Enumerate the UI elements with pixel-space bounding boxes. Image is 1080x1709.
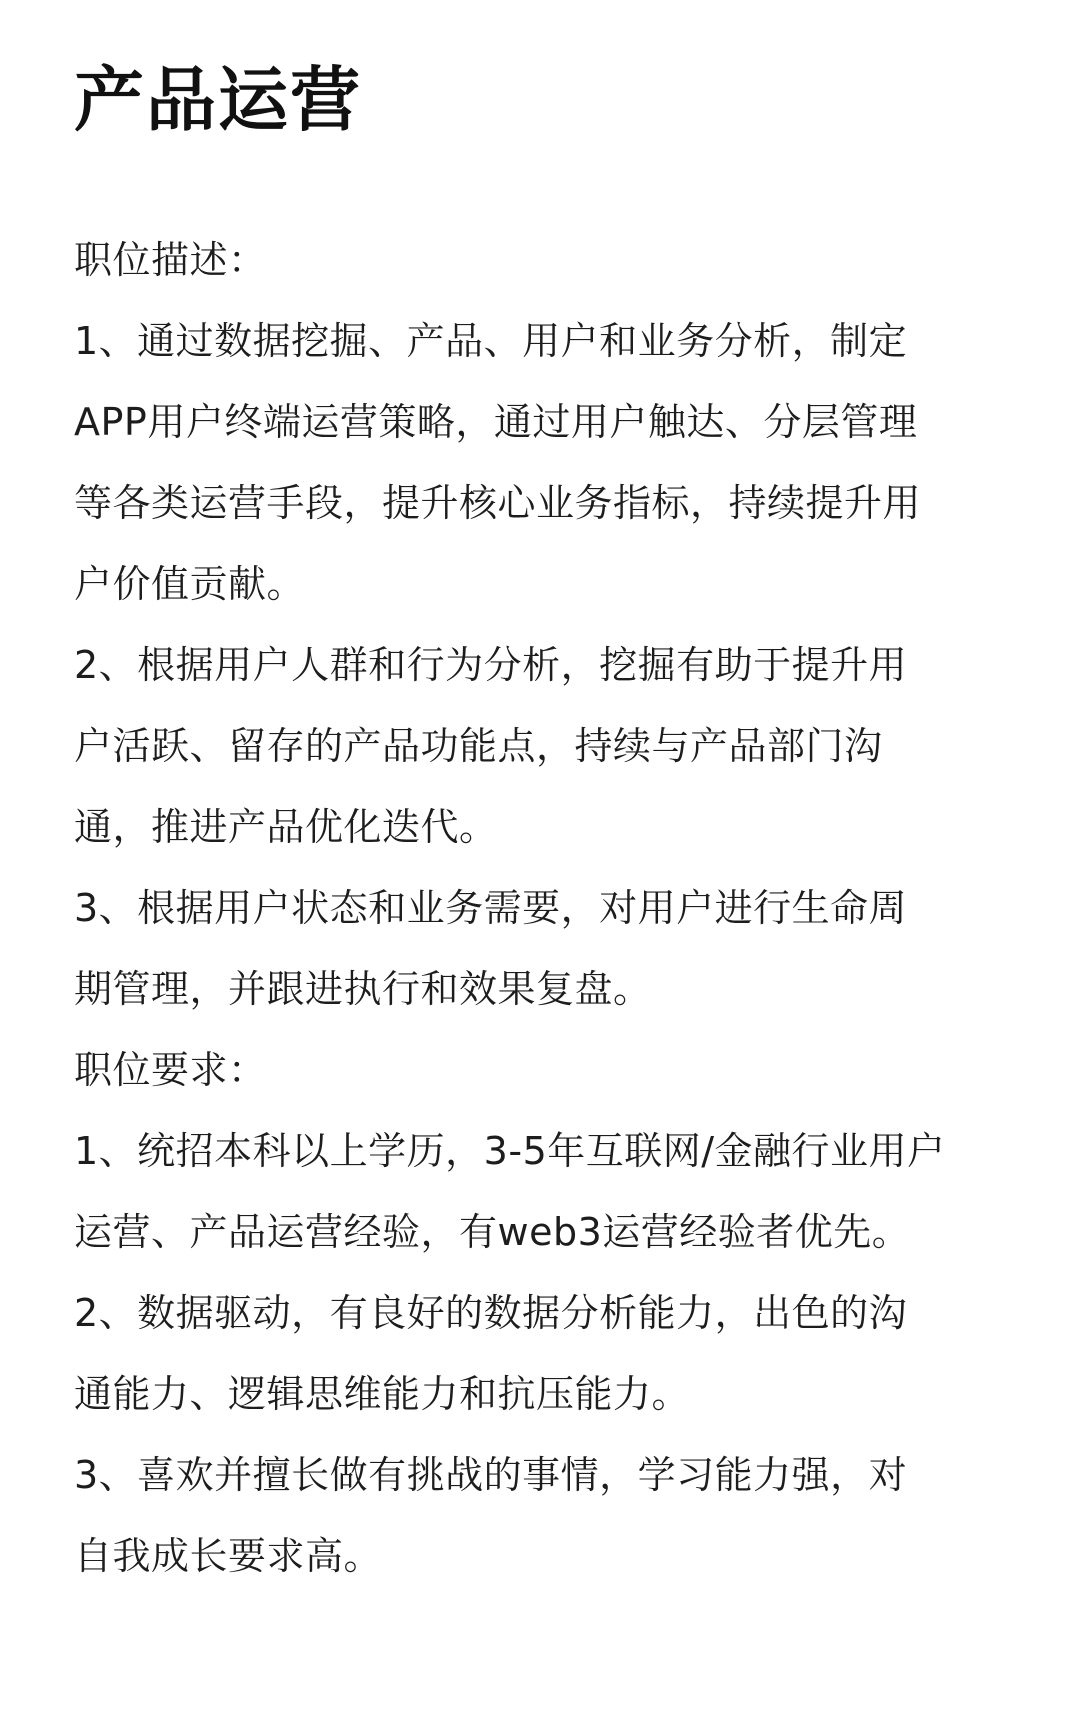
description-line: 1、通过数据挖掘、产品、用户和业务分析，制定 [74,319,908,363]
requirement-line: 3、喜欢并擅长做有挑战的事情，学习能力强，对 [74,1453,908,1497]
job-title: 产品运营 [74,59,362,141]
description-line: 户活跃、留存的产品功能点，持续与产品部门沟 [74,724,883,768]
description-line: 期管理，并跟进执行和效果复盘。 [74,967,652,1011]
description-line: 户价值贡献。 [74,562,306,606]
description-line: APP用户终端运营策略，通过用户触达、分层管理 [74,400,918,444]
requirement-line: 1、统招本科以上学历，3-5年互联网/金融行业用户 [74,1129,946,1173]
description-line: 2、根据用户人群和行为分析，挖掘有助于提升用 [74,643,908,687]
requirements-heading: 职位要求： [74,1048,267,1092]
requirement-line: 通能力、逻辑思维能力和抗压能力。 [74,1372,691,1416]
requirement-line: 运营、产品运营经验，有web3运营经验者优先。 [74,1210,911,1254]
requirement-line: 2、数据驱动，有良好的数据分析能力，出色的沟 [74,1291,908,1335]
description-line: 3、根据用户状态和业务需要，对用户进行生命周 [74,886,908,930]
description-heading: 职位描述： [74,238,267,282]
requirement-line: 自我成长要求高。 [74,1534,383,1578]
description-line: 等各类运营手段，提升核心业务指标，持续提升用 [74,481,922,525]
job-description [74,220,1020,1597]
description-line: 通，推进产品优化迭代。 [74,805,498,849]
